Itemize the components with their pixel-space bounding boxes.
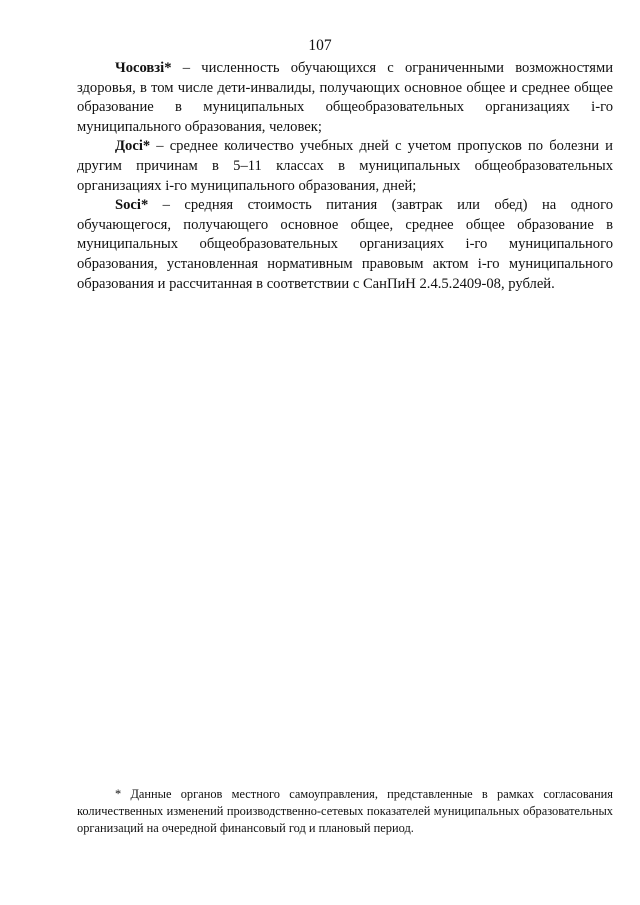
definitions-block <box>77 59 613 294</box>
definition-text: – средняя стоимость питания (завтрак или обед) на одного обучающегося, получающего основное общее, среднее общее образование в муниципальных общеобразовательных организациях i-го муниципального образования, установленная нормативным правовым актом i-го муниципального образования и рассчитанная в соответствии с СанПиН 2.4.5.2409-08, рублей. <box>77 197 613 292</box>
footnote <box>77 786 613 837</box>
definition-paragraph <box>77 137 613 196</box>
definition-term: Чосовзi* <box>115 60 172 76</box>
footnote-text: * Данные органов местного самоуправления, представленные в рамках согласования количественных изменений производственно-сетевых показателей муниципальных образовательных организаций на очередной финансовый год и плановый период. <box>77 787 613 835</box>
definition-term: Socі* <box>115 197 149 214</box>
definition-text: – численность обучающихся с ограниченными возможностями здоровья, в том числе дети-инвалиды, получающих основное общее и среднее общее образование в муниципальных общеобразовательных организациях i-го муниципального образования, человек; <box>77 60 613 135</box>
definition-text: – среднее количество учебных дней с учетом пропусков по болезни и другим причинам в 5–11 классах в муниципальных общеобразовательных организациях i-го муниципального образования, дней; <box>77 138 613 194</box>
definition-paragraph <box>77 196 613 294</box>
definition-paragraph <box>77 59 613 137</box>
page-number: 107 <box>308 37 332 54</box>
definition-term: Досi* <box>115 138 151 155</box>
